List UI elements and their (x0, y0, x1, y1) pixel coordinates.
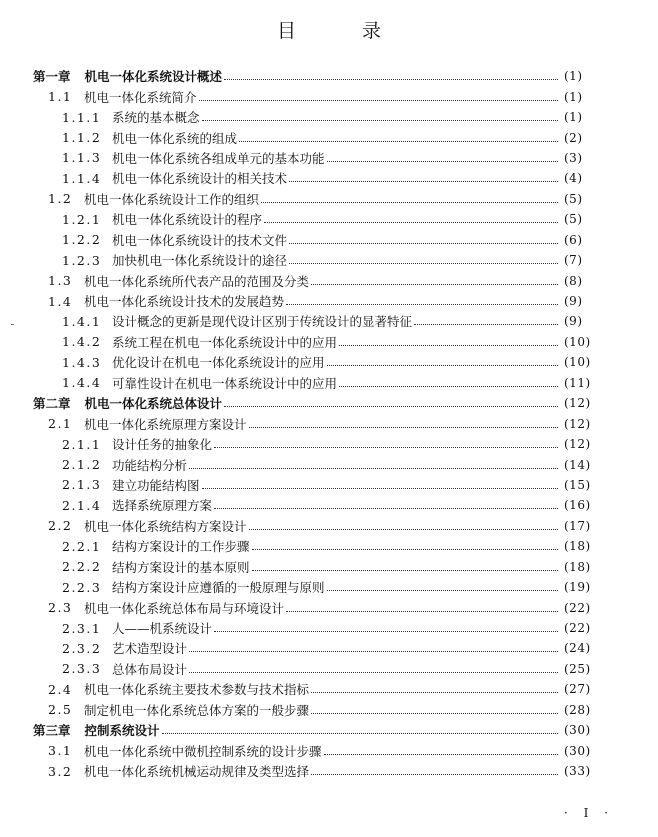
toc-entry-label (62, 149, 325, 167)
toc-entry-title: 机电一体化系统结构方案设计 (84, 518, 247, 534)
dot-leader (339, 344, 558, 346)
toc-entry-number: 2.1.2 (62, 457, 102, 473)
toc-page-number: (10) (564, 355, 591, 370)
toc-page-number: (9) (564, 294, 583, 309)
toc-entry-label (48, 415, 247, 433)
page-title: 目 录 (276, 20, 412, 42)
toc-section-entry[interactable] (0, 700, 608, 720)
toc-page-number: (18) (564, 539, 591, 554)
dot-leader (327, 160, 558, 162)
toc-subsection-entry[interactable] (0, 475, 608, 495)
dot-leader (289, 180, 558, 182)
toc-entry-title: 机电一体化系统的组成 (112, 130, 238, 146)
toc-entry-label (48, 599, 284, 617)
toc-entry-number: 1.2.1 (62, 211, 102, 227)
toc-entry-label (62, 374, 337, 392)
toc-entry-label (48, 517, 247, 535)
toc-entry-number: 1.2 (48, 191, 73, 207)
toc-entry-title: 机电一体化系统简介 (84, 89, 197, 105)
toc-entry-title: 制定机电一体化系统总体方案的一般步骤 (84, 702, 310, 718)
toc-entry-title: 功能结构分析 (112, 457, 188, 473)
dot-leader (214, 630, 558, 632)
toc-entry-title: 结构方案设计的基本原则 (112, 559, 250, 575)
dot-leader (252, 548, 558, 550)
toc-entry-number: 1.2.3 (62, 252, 102, 268)
dot-leader (202, 119, 558, 121)
toc-section-entry[interactable] (0, 291, 608, 311)
toc-entry-number: 2.3.2 (62, 640, 102, 656)
dot-leader (414, 323, 558, 325)
toc-entry-title: 机电一体化系统主要技术参数与技术指标 (84, 682, 310, 698)
toc-subsection-entry[interactable] (0, 577, 608, 597)
toc-page-number: (25) (564, 661, 591, 676)
toc-subsection-entry[interactable] (0, 352, 608, 372)
toc-page-number: (18) (564, 559, 591, 574)
toc-entry-label (48, 742, 322, 760)
toc-page-number: (14) (564, 457, 591, 472)
toc-page-number: (6) (564, 232, 583, 247)
toc-subsection-entry[interactable] (0, 332, 608, 352)
toc-page-number: (5) (564, 191, 583, 206)
toc-entry-number: 2.4 (48, 681, 73, 697)
dot-leader (289, 242, 558, 244)
toc-entry-title: 机电一体化系统设计概述 (84, 69, 223, 85)
toc-page-number: (24) (564, 641, 591, 656)
toc-section-entry[interactable] (0, 86, 608, 106)
dot-leader (324, 753, 558, 755)
dot-leader (339, 385, 558, 387)
toc-entry-title: 机电一体化系统设计技术的发展趋势 (84, 294, 285, 310)
toc-entry-label (33, 721, 160, 739)
dot-leader (286, 303, 558, 305)
toc-page-number: (17) (564, 518, 591, 533)
toc-page-number: (15) (564, 477, 591, 492)
toc-page-number: (10) (564, 334, 591, 349)
toc-subsection-entry[interactable] (0, 168, 608, 188)
toc-entry-label (33, 67, 222, 85)
toc-entry-label (48, 701, 309, 719)
toc-entry-label (62, 496, 212, 514)
toc-entry-title: 机电一体化系统各组成单元的基本功能 (112, 150, 325, 166)
toc-page-number: (1) (564, 89, 583, 104)
toc-entry-number: 1.1.1 (62, 109, 102, 125)
page-folio: · I · (564, 806, 614, 820)
toc-entry-title: 系统工程在机电一体化系统设计中的应用 (112, 334, 338, 350)
toc-subsection-entry[interactable] (0, 148, 608, 168)
toc-entry-title: 加快机电一体化系统设计的途径 (112, 253, 288, 269)
toc-entry-number: 1.1.3 (62, 150, 102, 166)
dot-leader (286, 610, 558, 612)
toc-entry-number: 3.1 (48, 743, 73, 759)
toc-entry-label (62, 476, 200, 494)
toc-entry-title: 结构方案设计应遵循的一般原理与原则 (112, 580, 325, 596)
toc-entry-number: 1.1.2 (62, 130, 102, 146)
dot-leader (327, 364, 558, 366)
toc-entry-title: 机电一体化系统总体设计 (84, 396, 223, 412)
toc-entry-label (62, 537, 250, 555)
toc-entry-number: 2.3.3 (62, 661, 102, 677)
dot-leader (214, 446, 558, 448)
toc-entry-label (62, 169, 287, 187)
dot-leader (311, 773, 558, 775)
toc-entry-label (62, 333, 337, 351)
toc-entry-number: 1.2.2 (62, 232, 102, 248)
toc-section-entry[interactable] (0, 189, 608, 209)
toc-subsection-entry[interactable] (0, 127, 608, 147)
toc-page-number: (12) (564, 396, 591, 411)
toc-entry-number: 2.1.1 (62, 436, 102, 452)
toc-entry-label (62, 108, 200, 126)
toc-subsection-entry[interactable] (0, 638, 608, 658)
toc-entry-label (62, 353, 325, 371)
toc-page-number: (30) (564, 743, 591, 758)
toc-page-number: (9) (564, 314, 583, 329)
toc-entry-number: 2.5 (48, 702, 73, 718)
toc-page-number: (1) (564, 69, 583, 84)
toc-entry-label (48, 762, 309, 780)
toc-page-number: (8) (564, 273, 583, 288)
toc-entry-label (62, 558, 250, 576)
dot-leader (239, 140, 558, 142)
toc-entry-number: 1.4 (48, 293, 73, 309)
toc-section-entry[interactable] (0, 597, 608, 617)
toc-section-entry[interactable] (0, 516, 608, 536)
toc-entry-title: 总体布局设计 (112, 661, 188, 677)
dot-leader (224, 405, 558, 407)
dot-leader (249, 528, 558, 530)
toc-entry-title: 机电一体化系统总体布局与环境设计 (84, 600, 285, 616)
toc-entry-number: 1.4.1 (62, 313, 102, 329)
toc-entry-number: 第一章 (33, 69, 71, 85)
toc-entry-title: 机电一体化系统设计工作的组织 (84, 191, 260, 207)
toc-entry-number: 2.1.3 (62, 477, 102, 493)
toc-page-number: (7) (564, 253, 583, 268)
dot-leader (189, 671, 558, 673)
dot-leader (264, 221, 558, 223)
toc-page-number: (33) (564, 764, 591, 779)
toc-page-number: (19) (564, 580, 591, 595)
toc-page-number: (12) (564, 416, 591, 431)
dot-leader (224, 78, 558, 80)
toc-entry-number: 1.3 (48, 273, 73, 289)
dot-leader (327, 589, 558, 591)
toc-entry-title: 系统的基本概念 (112, 110, 200, 126)
dot-leader (261, 201, 558, 203)
toc-entry-label (62, 129, 237, 147)
toc-entry-number: 第二章 (33, 396, 71, 412)
toc-subsection-entry[interactable] (0, 434, 608, 454)
toc-entry-label (62, 231, 287, 249)
toc-subsection-entry[interactable] (0, 536, 608, 556)
toc-subsection-entry[interactable] (0, 557, 608, 577)
dot-leader (214, 507, 558, 509)
toc-subsection-entry[interactable] (0, 495, 608, 515)
dot-leader (289, 262, 558, 264)
toc-entry-title: 建立功能结构图 (112, 477, 200, 493)
dot-leader (311, 283, 558, 285)
toc-chapter-entry[interactable] (0, 393, 608, 413)
toc-entry-title: 机电一体化系统所代表产品的范围及分类 (84, 273, 310, 289)
toc-entry-title: 机电一体化系统设计的技术文件 (112, 232, 288, 248)
toc-entry-label (48, 680, 309, 698)
toc-entry-title: 机电一体化系统原理方案设计 (84, 416, 247, 432)
toc-section-entry[interactable] (0, 413, 608, 433)
toc-entry-label (33, 394, 222, 412)
toc-entry-label (62, 251, 287, 269)
toc-page-number: (28) (564, 702, 591, 717)
toc-page-number: (1) (564, 110, 583, 125)
toc-page-number: (22) (564, 600, 591, 615)
toc-entry-label (62, 660, 187, 678)
toc-section-entry[interactable] (0, 761, 608, 781)
toc-entry-title: 控制系统设计 (84, 723, 160, 739)
toc-subsection-entry[interactable] (0, 311, 608, 331)
toc-page-number: (30) (564, 723, 591, 738)
toc-entry-label (62, 619, 212, 637)
toc-entry-title: 选择系统原理方案 (112, 498, 213, 514)
toc-entry-title: 设计任务的抽象化 (112, 437, 213, 453)
toc-entry-number: 3.2 (48, 763, 73, 779)
toc-page-number: (27) (564, 682, 591, 697)
toc-subsection-entry[interactable] (0, 230, 608, 250)
toc-subsection-entry[interactable] (0, 454, 608, 474)
toc-entry-label (62, 210, 262, 228)
toc-subsection-entry[interactable] (0, 659, 608, 679)
toc-page-number: (16) (564, 498, 591, 513)
toc-entry-title: 艺术造型设计 (112, 641, 188, 657)
toc-entry-number: 1.4.3 (62, 354, 102, 370)
toc-entry-label (48, 190, 259, 208)
toc-entry-label (62, 578, 325, 596)
toc-entry-title: 人——机系统设计 (112, 621, 213, 637)
toc-entry-number: 1.4.4 (62, 375, 102, 391)
toc-page-number: (12) (564, 437, 591, 452)
toc-subsection-entry[interactable] (0, 250, 608, 270)
toc-page-number: (2) (564, 130, 583, 145)
toc-entry-number: 2.2.1 (62, 538, 102, 554)
toc-entry-label (62, 456, 187, 474)
toc-entry-number: 1.4.2 (62, 334, 102, 350)
dot-leader (189, 650, 558, 652)
toc-page-number: (5) (564, 212, 583, 227)
dot-leader (199, 99, 558, 101)
toc-entry-label (48, 88, 197, 106)
toc-section-entry[interactable] (0, 740, 608, 760)
toc-entry-title: 可靠性设计在机电一体系统设计中的应用 (112, 375, 338, 391)
toc-entry-label (62, 312, 412, 330)
dot-leader (311, 712, 558, 714)
toc-entry-number: 2.2 (48, 518, 73, 534)
toc-entry-number: 2.1 (48, 416, 73, 432)
toc-entry-label (62, 639, 187, 657)
toc-entry-number: 1.1 (48, 89, 73, 105)
dot-leader (252, 569, 558, 571)
toc-chapter-entry[interactable] (0, 720, 608, 740)
toc-page-number: (4) (564, 171, 583, 186)
toc-entry-title: 结构方案设计的工作步骤 (112, 539, 250, 555)
dot-leader (189, 467, 558, 469)
dot-leader (311, 691, 558, 693)
toc-entry-number: 2.2.3 (62, 579, 102, 595)
toc-section-entry[interactable] (0, 270, 608, 290)
dot-leader (162, 732, 558, 734)
toc-entry-number: 1.1.4 (62, 170, 102, 186)
toc-entry-title: 机电一体化系统设计的相关技术 (112, 171, 288, 187)
dot-leader (202, 487, 558, 489)
toc-entry-title: 设计概念的更新是现代设计区别于传统设计的显著特征 (112, 314, 413, 330)
toc-section-entry[interactable] (0, 679, 608, 699)
toc-subsection-entry[interactable] (0, 618, 608, 638)
toc-entry-label (48, 272, 309, 290)
toc-entry-label (62, 435, 212, 453)
toc-page-number: (22) (564, 621, 591, 636)
toc-entry-number: 2.2.2 (62, 559, 102, 575)
dot-leader (249, 426, 558, 428)
toc-entry-number: 2.3.1 (62, 620, 102, 636)
toc-page-number: (11) (564, 375, 591, 390)
table-of-contents (0, 66, 658, 781)
toc-entry-number: 2.3 (48, 600, 73, 616)
toc-subsection-entry[interactable] (0, 209, 608, 229)
toc-entry-title: 机电一体化系统机械运动规律及类型选择 (84, 764, 310, 780)
toc-entry-label (48, 292, 284, 310)
toc-entry-title: 机电一体化系统中微机控制系统的设计步骤 (84, 743, 322, 759)
toc-chapter-entry[interactable] (0, 66, 608, 86)
toc-subsection-entry[interactable] (0, 107, 608, 127)
toc-entry-title: 机电一体化系统设计的程序 (112, 212, 263, 228)
toc-page-number: (3) (564, 150, 583, 165)
toc-subsection-entry[interactable] (0, 373, 608, 393)
toc-entry-number: 2.1.4 (62, 497, 102, 513)
toc-entry-number: 第三章 (33, 723, 71, 739)
toc-entry-title: 优化设计在机电一体化系统设计的应用 (112, 355, 325, 371)
